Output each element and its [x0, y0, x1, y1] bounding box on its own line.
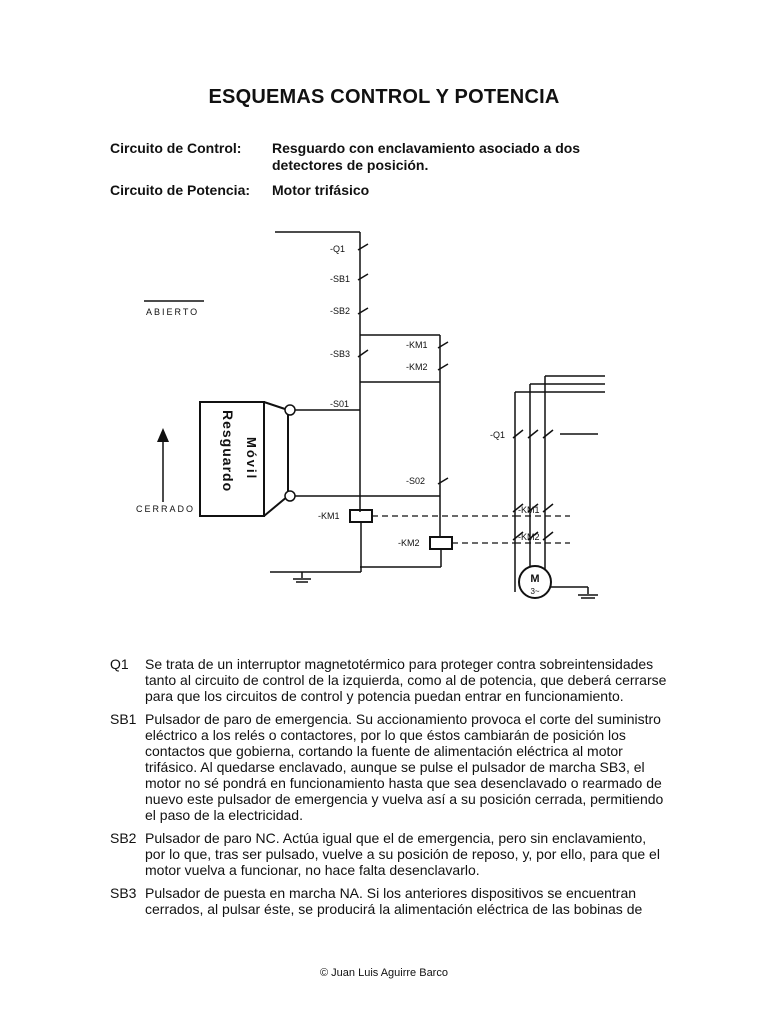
label-km1-contact: -KM1: [406, 340, 428, 350]
control-circuit-value: Resguardo con enclavamiento asociado a dos detectores de posición.: [272, 140, 581, 173]
label-km1-coil: -KM1: [318, 511, 340, 521]
item-code: Q1: [110, 656, 129, 672]
label-q1: -Q1: [330, 244, 346, 254]
motor-m-label: M: [530, 573, 540, 585]
item-text: Pulsador de puesta en marcha NA. Si los anteriores dispositivos se encuentran cerrados, al pulsar éste, se producirá la alimentación eléctrica de las bobinas de: [145, 885, 643, 917]
label-power-km1: -KM1: [518, 505, 540, 515]
footer-copyright: © Juan Luis Aguirre Barco: [320, 967, 448, 979]
item-code: SB2: [110, 830, 137, 846]
item-code: SB1: [110, 711, 137, 727]
motor-phase-label: 3~: [530, 587, 540, 596]
control-circuit-label: Circuito de Control:: [110, 140, 242, 156]
label-s02: -S02: [406, 476, 426, 486]
page-title: ESQUEMAS CONTROL Y POTENCIA: [208, 86, 560, 108]
resguardo-label: Resguardo: [220, 410, 236, 493]
item-text: Pulsador de paro de emergencia. Su accionamiento provoca el corte del suministro eléctrico a los relés o contactores, por lo que éstos cambiarán de posición los contactos que gobierna, cortando la fuente de alimentación eléctrica al motor trifásico. Al quedarse enclavado, aunque se pulse el pulsador de marcha SB3, el motor no sé pondrá en funcionamiento hasta que sea desenclavado o rearmado de nuevo este pulsador de emergencia y vuelva así a su posición cerrada, permitiendo el paso de la electricidad.: [145, 711, 664, 823]
list-item-q1: [110, 656, 670, 704]
label-s01: -S01: [330, 399, 350, 409]
item-text: Pulsador de paro NC. Actúa igual que el de emergencia, pero sin enclavamiento, por lo que, tras ser pulsado, vuelve a su posición de reposo, y, por ello, para que el motor vuelva a funcionar, no hace falta desenclavarlo.: [145, 830, 660, 878]
description-list: [110, 656, 670, 924]
label-sb1: -SB1: [330, 274, 351, 284]
label-sb3: -SB3: [330, 349, 351, 359]
movil-label: Móvil: [244, 437, 259, 481]
power-circuit-label: Circuito de Potencia:: [110, 182, 251, 198]
power-circuit-value: Motor trifásico: [272, 182, 370, 198]
label-km2-contact: -KM2: [406, 362, 428, 372]
list-item-sb2: [110, 830, 670, 878]
label-km2-coil: -KM2: [398, 538, 420, 548]
abierto-label: ABIERTO: [146, 307, 200, 317]
label-power-q1: -Q1: [490, 430, 506, 440]
item-code: SB3: [110, 885, 137, 901]
list-item-sb3: [110, 885, 670, 917]
circuit-diagram: [130, 222, 650, 612]
cerrado-label: CERRADO: [136, 504, 196, 514]
list-item-sb1: [110, 711, 670, 823]
label-power-km2: -KM2: [518, 532, 540, 542]
arrow-up-icon: [157, 428, 169, 442]
item-text: Se trata de un interruptor magnetotérmico para proteger contra sobreintensidades tanto al circuito de control de la izquierda, como al de potencia, que deberá cerrarse para que los circuitos de control y potencia puedan entrar en funcionamiento.: [145, 656, 667, 704]
label-sb2: -SB2: [330, 306, 351, 316]
